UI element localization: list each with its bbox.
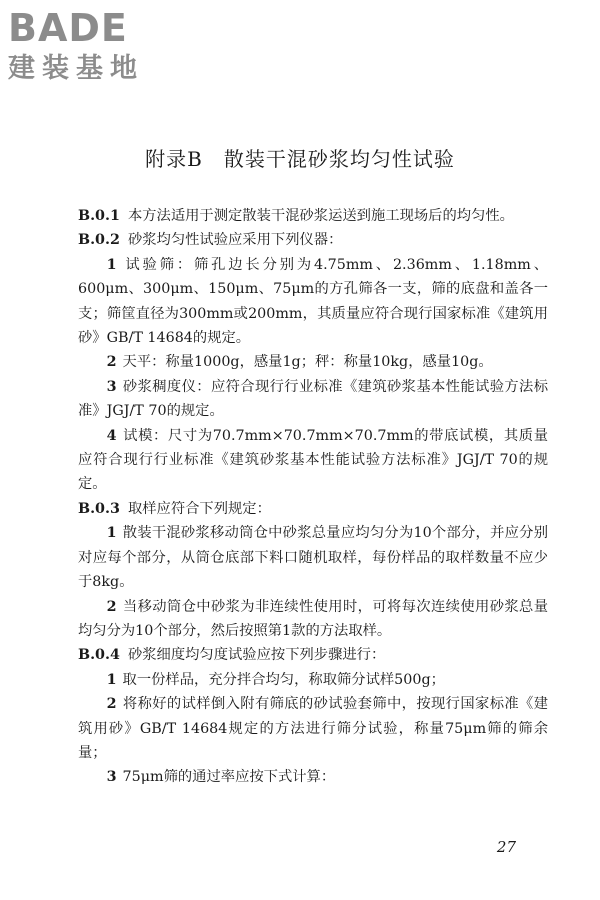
item-number: 1 xyxy=(106,256,117,273)
clause-text: 砂浆细度均匀度试验应按下列步骤进行： xyxy=(127,647,386,664)
item-text: 将称好的试样倒入附有筛底的砂试验套筛中，按现行国家标准《建筑用砂》GB/T 14684规定的方法进行筛分试验，称量75μm筛的筛余量； xyxy=(78,696,548,761)
logo xyxy=(8,6,144,86)
clause-paragraph xyxy=(78,643,548,667)
item-text: 砂浆稠度仪：应符合现行行业标准《建筑砂浆基本性能试验方法标准》JGJ/T 70的规定。 xyxy=(78,378,548,420)
logo-subtitle: 建装基地 xyxy=(8,53,144,84)
list-item xyxy=(78,668,548,692)
list-item xyxy=(78,595,548,644)
list-item xyxy=(78,350,548,374)
item-number: 2 xyxy=(106,354,117,371)
item-text: 天平：称量1000g，感量1g；秤：称量10kg，感量10g。 xyxy=(122,354,493,371)
item-number: 4 xyxy=(106,427,117,444)
clause-number: B.0.3 xyxy=(78,500,120,517)
item-number: 3 xyxy=(106,769,117,786)
clause-text: 取样应符合下列规定： xyxy=(127,500,271,517)
clause-number: B.0.2 xyxy=(78,232,120,249)
item-text: 75μm筛的通过率应按下式计算： xyxy=(122,769,336,786)
item-text: 当移动筒仓中砂浆为非连续性使用时，可将每次连续使用砂浆总量均匀分为10个部分，然后按照第1款的方法取样。 xyxy=(78,598,548,639)
item-number: 1 xyxy=(106,671,117,688)
page-title: 附录B 散装干混砂浆均匀性试验 xyxy=(145,147,455,171)
clause-text: 砂浆均匀性试验应采用下列仪器： xyxy=(127,232,343,249)
clause-number: B.0.4 xyxy=(78,647,120,664)
item-text: 试验筛：筛孔边长分别为4.75mm、2.36mm、1.18mm、600μm、300μm、150μm、75μm的方孔筛各一支，筛的底盘和盖各一支；筛筐直径为300mm或200mm，其质量应符合现行国家标准《建筑用砂》GB/T 14684的规定。 xyxy=(78,256,548,347)
item-text: 取一份样品，充分拌合均匀，称取筛分试样500g； xyxy=(122,671,445,688)
clause-paragraph xyxy=(78,497,548,521)
list-item xyxy=(78,253,548,351)
item-number: 2 xyxy=(106,598,117,615)
clause-paragraph xyxy=(78,228,548,252)
item-text: 试模：尺寸为70.7mm×70.7mm×70.7mm的带底试模，其质量应符合现行行业标准《建筑砂浆基本性能试验方法标准》JGJ/T 70的规定。 xyxy=(78,427,548,493)
item-text: 散装干混砂浆移动筒仓中砂浆总量应均匀分为10个部分，并应分别对应每个部分，从筒仓底部下料口随机取样，每份样品的取样数量不应少于8kg。 xyxy=(78,525,548,591)
list-item xyxy=(78,424,548,497)
logo-wordmark: BADE xyxy=(8,6,128,50)
item-number: 2 xyxy=(106,696,117,713)
list-item xyxy=(78,692,548,765)
clause-number: B.0.1 xyxy=(78,208,120,224)
clause-text: 本方法适用于测定散装干混砂浆运送到施工现场后的均匀性。 xyxy=(127,208,514,224)
page-number: 27 xyxy=(496,838,516,856)
list-item xyxy=(78,765,548,789)
list-item xyxy=(78,521,548,594)
item-number: 3 xyxy=(106,378,117,395)
list-item xyxy=(78,375,548,424)
clause-paragraph xyxy=(78,204,548,228)
document-body xyxy=(78,204,548,790)
item-number: 1 xyxy=(106,525,117,542)
